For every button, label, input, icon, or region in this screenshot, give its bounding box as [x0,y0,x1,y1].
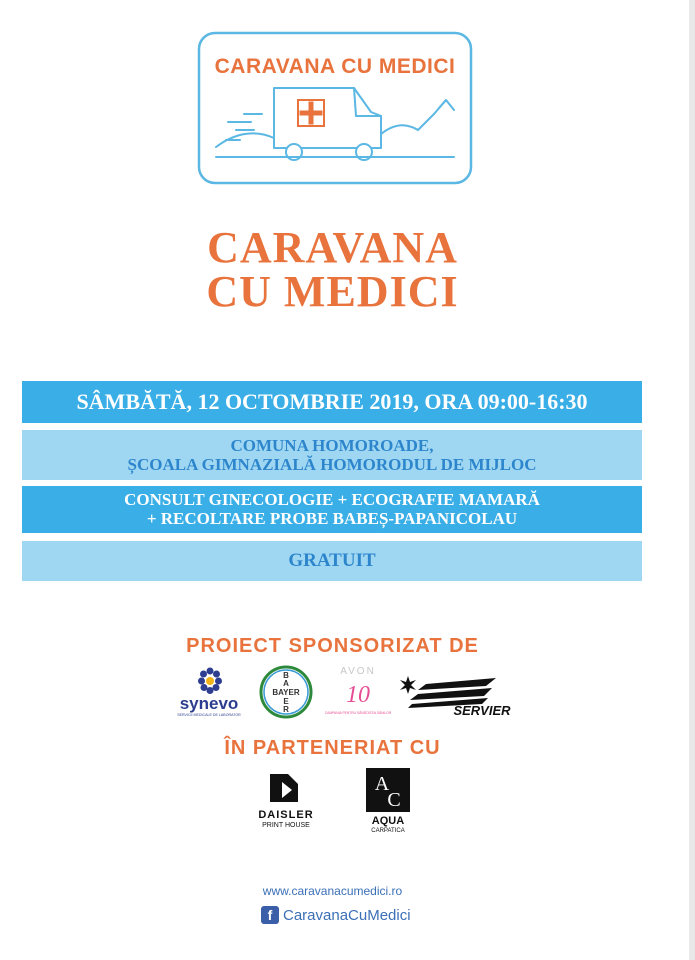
servier-logo [396,668,520,720]
svg-text:10: 10 [346,682,370,708]
svg-text:E: E [283,697,289,706]
aqua-name: AQUA [371,815,405,827]
svg-text:C: C [387,789,401,811]
website-link[interactable]: www.caravanacumedici.ro [262,884,403,898]
facebook-handle: CaravanaCuMedici [283,906,411,924]
sponsors-heading: PROIECT SPONSORIZAT DE [186,635,479,657]
aqua-sub: CARPATICA [371,828,405,834]
ambulance-icon [216,88,454,160]
aqua-carpatica-logo [360,766,416,838]
avon-name: AVON [340,666,376,677]
synevo-tagline: SERVICII MEDICALE DE LABORATOR [177,713,241,717]
bayer-logo [258,664,314,720]
location-band [22,430,642,480]
location-line-2: ȘCOALA GIMNAZIALĂ HOMORODUL DE MIJLOC [127,455,537,474]
title-line-1: CARAVANA [207,223,458,272]
avon-logo [324,664,392,720]
services-line-1: CONSULT GINECOLOGIE + ECOGRAFIE MAMARĂ [124,490,540,509]
svg-text:B: B [283,671,289,680]
daisler-logo [248,770,320,832]
partners-heading: ÎN PARTENERIAT CU [224,737,441,759]
services-band [22,486,642,533]
svg-text:R: R [283,705,289,714]
synevo-logo [170,664,248,718]
daisler-name: DAISLER [258,809,314,821]
avon-caption: CAMPANIA PENTRU SĂNĂTATEA SÂNILOR [324,711,392,715]
facebook-icon: f [261,906,279,924]
bayer-name: BAYER [272,688,300,697]
synevo-name: synevo [179,694,239,713]
svg-text:A: A [374,773,390,795]
facebook-link[interactable] [261,906,411,924]
date-band: SÂMBĂTĂ, 12 OCTOMBRIE 2019, ORA 09:00-16:30 [22,381,642,423]
caravana-logo-badge [196,30,474,188]
title-line-2: CU MEDICI [206,267,459,316]
logo-badge-text: CARAVANA CU MEDICI [214,55,456,78]
daisler-sub: PRINT HOUSE [262,822,310,829]
services-line-2: + RECOLTARE PROBE BABEȘ-PAPANICOLAU [146,509,518,528]
servier-name: SERVIER [453,703,511,718]
price-band: GRATUIT [22,541,642,581]
svg-text:A: A [283,679,289,688]
location-line-1: COMUNA HOMOROADE, [230,436,434,455]
